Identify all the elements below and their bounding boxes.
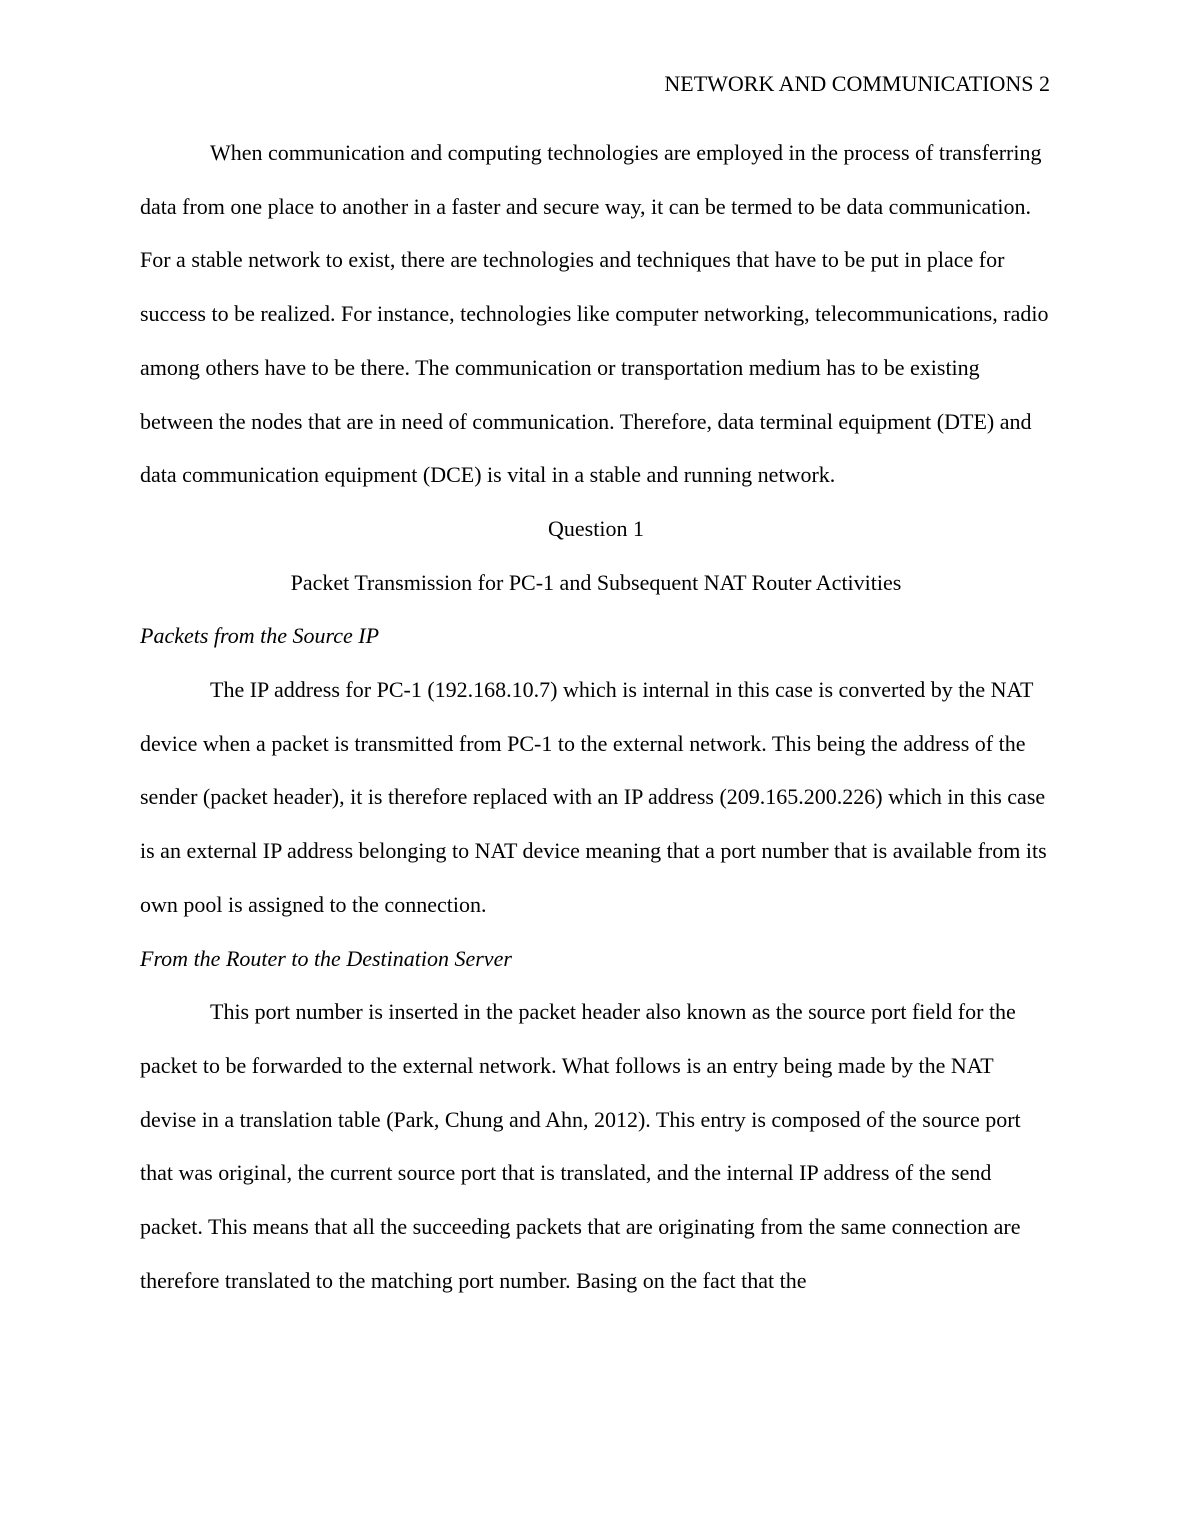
subheading-router-to-server: From the Router to the Destination Server bbox=[140, 945, 512, 971]
intro-paragraph: When communication and computing technologies are employed in the process of transferring data from one place to another in a faster and secure way, it can be termed to be data communication. For a stable network to exist, there are technologies and techniques that have to be put in place for success to be realized. For instance, technologies like computer networking, telecommunications, radio among others have to be there. The communication or transportation medium has to be existing between the nodes that are in need of communication. Therefore, data terminal equipment (DTE) and data communication equipment (DCE) is vital in a stable and running network. bbox=[140, 140, 1049, 488]
document-body bbox=[140, 126, 1052, 1307]
subheading-packets-from-source: Packets from the Source IP bbox=[140, 623, 380, 649]
paragraph-router-to-server: This port number is inserted in the packet header also known as the source port field for the packet to be forwarded to the external network. What follows is an entry being made by the NAT devise in a translation table (Park, Chung and Ahn, 2012). This entry is composed of the source port that was original, the current source port that is translated, and the internal IP address of the send packet. This means that all the succeeding packets that are originating from the same connection are therefore translated to the matching port number. Basing on the fact that the bbox=[140, 999, 1021, 1293]
section-title: Packet Transmission for PC-1 and Subsequent NAT Router Activities bbox=[290, 569, 902, 595]
paragraph-packets-from-source: The IP address for PC-1 (192.168.10.7) which is internal in this case is converted by the NAT device when a packet is transmitted from PC-1 to the external network. This being the address of the sender (packet header), it is therefore replaced with an IP address (209.165.200.226) which in this case is an external IP address belonging to NAT device meaning that a port number that is available from its own pool is assigned to the connection. bbox=[140, 677, 1047, 917]
running-head: NETWORK AND COMMUNICATIONS 2 bbox=[664, 71, 1050, 96]
question-heading: Question 1 bbox=[548, 515, 644, 541]
